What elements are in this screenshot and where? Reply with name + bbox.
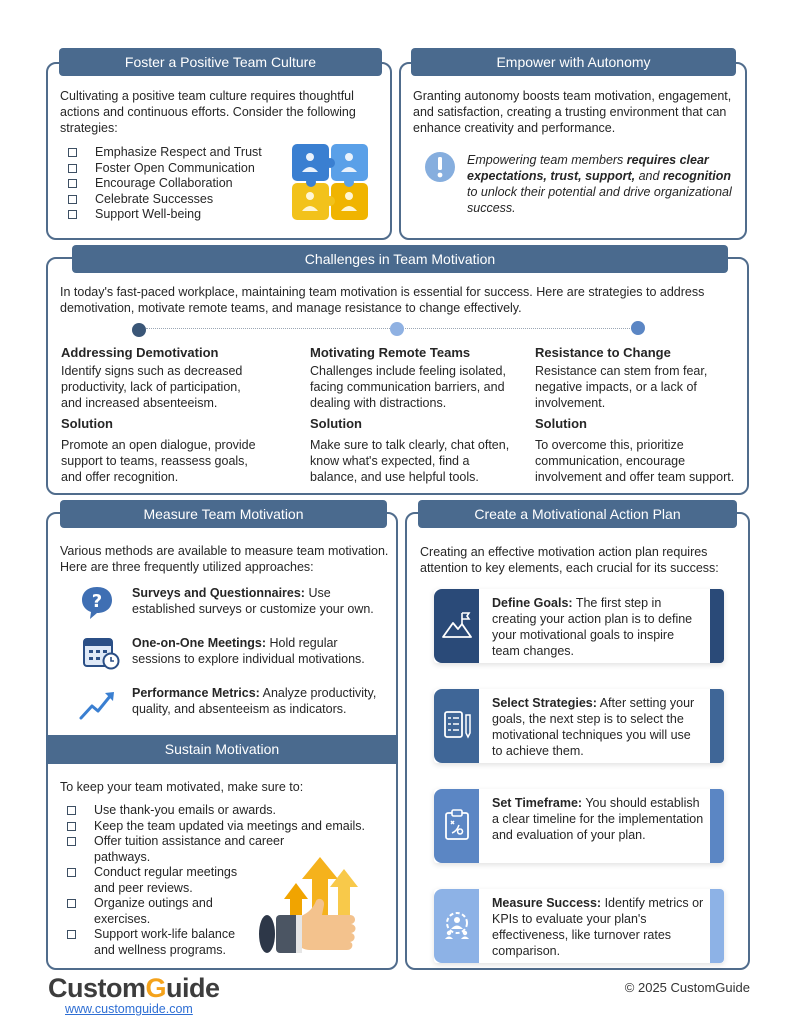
step-bar [710,889,724,963]
plan-title: Create a Motivational Action Plan [418,500,737,528]
checkbox-icon [68,195,77,204]
checkbox-icon [68,164,77,173]
timeline-dot [631,321,645,335]
solution-label: Solution [61,416,113,431]
thumbs-up-arrows-icon [258,855,378,955]
challenge-title: Addressing Demotivation [61,345,219,360]
list-item: Emphasize Respect and Trust [60,145,300,161]
step-bar [710,789,724,863]
step-tab [434,789,479,863]
list-item: Support work-life balance and wellness programs. [59,927,249,958]
list-item: Support Well-being [60,207,300,223]
list-item: Conduct regular meetings and peer reviews. [59,865,259,896]
culture-title: Foster a Positive Team Culture [59,48,382,76]
challenge-problem: Identify signs such as decreased productivity, lack of participation, and increased absenteeism. [61,364,243,410]
plan-step [434,589,724,663]
challenge-problem: Challenges include feeling isolated, facing communication barriers, and dealing with distractions. [310,364,506,410]
list-item: Encourage Collaboration [60,176,300,192]
plan-step [434,889,724,963]
challenge-col [535,345,740,485]
checkbox-icon [67,822,76,831]
challenge-col [310,345,515,485]
step-tab [434,889,479,963]
sustain-title: Sustain Motivation [46,735,398,764]
sustain-intro: To keep your team motivated, make sure to: [60,780,304,794]
puzzle-team-icon [290,142,370,222]
mountain-flag-icon [441,609,473,641]
website-link[interactable]: www.customguide.com [65,1002,193,1016]
culture-intro: Cultivating a positive team culture requires thoughtful actions and continuous efforts. Consider the following strategies: [60,89,356,135]
measure-item: One-on-One Meetings: Hold regular sessions to explore individual motivations. [132,636,365,666]
checkbox-icon [67,868,76,877]
challenges-title: Challenges in Team Motivation [72,245,728,273]
autonomy-note: Empowering team members requires clear expectations, trust, support, and recognition to unlock their potential and drive organizational success. [467,153,732,215]
autonomy-title: Empower with Autonomy [411,48,736,76]
step-text: Measure Success: Identify metrics or KPIs to evaluate your plan's effectiveness, like turnover rates comparison. [492,896,704,958]
measure-intro: Various methods are available to measure team motivation. Here are three frequently utilized approaches: [60,544,389,574]
customguide-logo: CustomGuide [48,973,220,1003]
svg-text:?: ? [91,591,103,612]
step-text: Set Timeframe: You should establish a clear timeline for the implementation and evaluation of your plan. [492,796,704,842]
list-item: Organize outings and exercises. [59,896,239,927]
challenge-solution: Make sure to talk clearly, chat often, know what's expected, find a balance, and use helpful tools. [310,438,510,484]
timeline-dot [132,323,146,337]
list-item: Foster Open Communication [60,161,300,177]
list-item: Use thank-you emails or awards. [59,803,389,819]
checklist-pen-icon [442,709,472,741]
challenge-solution: To overcome this, prioritize communication, encourage involvement and offer team support. [535,438,735,484]
checkbox-icon [68,148,77,157]
solution-label: Solution [535,416,587,431]
step-text: Select Strategies: After setting your goals, the next step is to select the motivational techniques you will use to achieve them. [492,696,695,758]
copyright: © 2025 CustomGuide [624,980,750,995]
challenge-title: Resistance to Change [535,345,671,360]
checkbox-icon [67,806,76,815]
clipboard-plan-icon [443,809,471,841]
challenge-col [61,345,261,485]
challenge-problem: Resistance can stem from fear, negative impacts, or a lack of involvement. [535,364,708,410]
challenge-title: Motivating Remote Teams [310,345,471,360]
culture-list [60,145,300,223]
checkbox-icon [67,837,76,846]
autonomy-intro: Granting autonomy boosts team motivation, engagement, and satisfaction, creating a trusting environment that can enhance creativity and performance. [413,89,732,135]
solution-label: Solution [310,416,362,431]
challenges-intro: In today's fast-paced workplace, maintaining team motivation is essential for success. Here are strategies to address demotivation, motivate remote teams, and manage resistance to change effectively. [60,285,705,315]
checkbox-icon [67,930,76,939]
checkbox-icon [68,179,77,188]
timeline-dot [390,322,404,336]
calendar-clock-icon [82,634,120,670]
step-bar [710,589,724,663]
list-item: Keep the team updated via meetings and emails. [59,819,389,835]
list-item: Celebrate Successes [60,192,300,208]
measure-title: Measure Team Motivation [60,500,387,528]
step-tab [434,689,479,763]
checkbox-icon [68,210,77,219]
checkbox-icon [67,899,76,908]
question-bubble-icon [80,585,114,621]
list-item: Offer tuition assistance and career pathways. [59,834,304,865]
info-alert-icon [424,151,456,183]
gear-team-icon [441,909,473,941]
plan-step [434,689,724,763]
measure-item: Performance Metrics: Analyze productivity, quality, and absenteeism as indicators. [132,686,377,716]
step-bar [710,689,724,763]
measure-item: Surveys and Questionnaires: Use established surveys or customize your own. [132,586,374,616]
challenge-solution: Promote an open dialogue, provide support to teams, reassess goals, and offer recognition. [61,438,256,484]
plan-step [434,789,724,863]
trend-arrow-icon [78,686,118,722]
step-tab [434,589,479,663]
plan-intro: Creating an effective motivation action plan requires attention to key elements, each crucial for its success: [420,545,719,575]
step-text: Define Goals: The first step in creating your action plan is to define your motivational goals to inspire team changes. [492,596,693,658]
